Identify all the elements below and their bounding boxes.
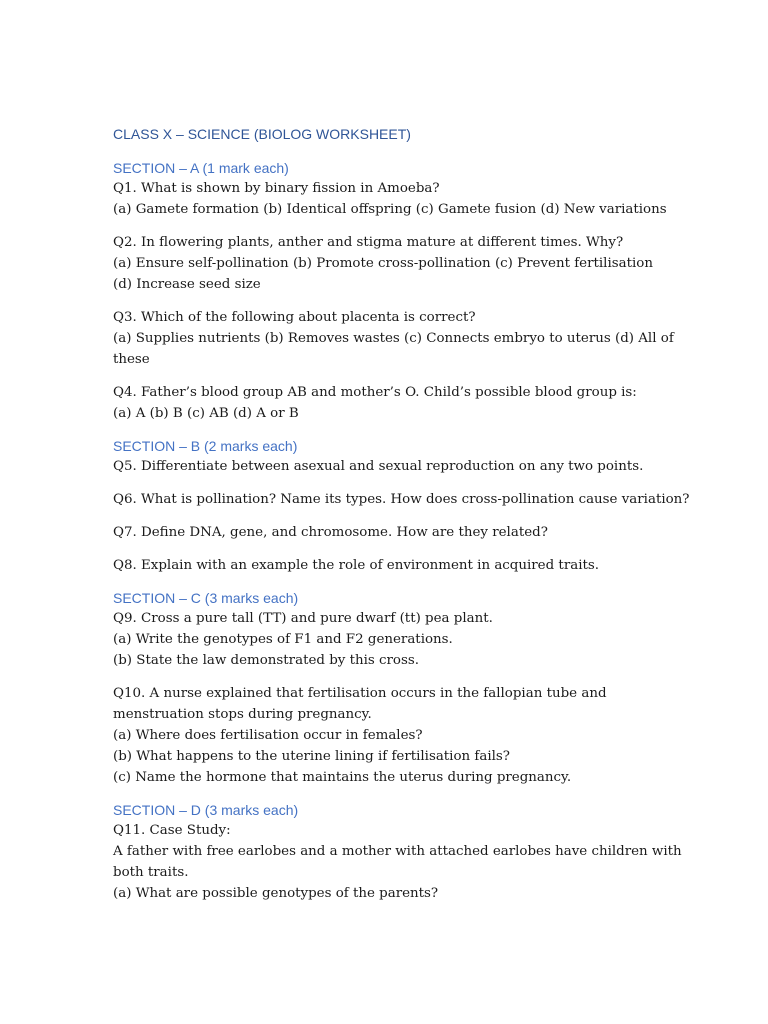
question-line: (a) Supplies nutrients (b) Removes wastes (c) Connects embryo to uterus (d) All of: [113, 331, 674, 346]
question: [113, 456, 673, 477]
sections-container: [113, 158, 690, 904]
question-line: (b) What happens to the uterine lining if fertilisation fails?: [113, 749, 510, 764]
question-line: (c) Name the hormone that maintains the uterus during pregnancy.: [113, 770, 572, 785]
question: [113, 608, 673, 671]
question-line: (a) A (b) B (c) AB (d) A or B: [113, 406, 299, 421]
question: [113, 522, 673, 543]
question: [113, 489, 690, 510]
section-heading: SECTION – D (3 marks each): [113, 802, 299, 818]
question: [113, 178, 673, 220]
section: [113, 158, 673, 424]
question: [113, 820, 682, 904]
question: [113, 555, 673, 576]
question-line: (d) Increase seed size: [113, 277, 261, 292]
question-text: Q11. Case Study:: [113, 823, 231, 838]
question: [113, 382, 673, 424]
question-text: Q6. What is pollination? Name its types. How does cross-pollination cause variation?: [113, 492, 690, 507]
question: [113, 232, 673, 295]
question-text: Q1. What is shown by binary fission in Amoeba?: [113, 181, 440, 196]
question-text: Q3. Which of the following about placenta is correct?: [113, 310, 476, 325]
section-heading: SECTION – C (3 marks each): [113, 590, 299, 606]
question-text: Q9. Cross a pure tall (TT) and pure dwarf (tt) pea plant.: [113, 611, 493, 626]
section-heading: SECTION – A (1 mark each): [113, 160, 289, 176]
question: [113, 683, 673, 788]
question-line: menstruation stops during pregnancy.: [113, 707, 372, 722]
question-line: both traits.: [113, 865, 189, 880]
question-text: Q8. Explain with an example the role of environment in acquired traits.: [113, 558, 599, 573]
question-line: these: [113, 352, 150, 367]
question-line: (a) What are possible genotypes of the parents?: [113, 886, 439, 901]
question-line: (a) Where does fertilisation occur in females?: [113, 728, 423, 743]
worksheet-content: [113, 124, 690, 916]
question-text: Q2. In flowering plants, anther and stigma mature at different times. Why?: [113, 235, 624, 250]
question-text: Q4. Father’s blood group AB and mother’s O. Child’s possible blood group is:: [113, 385, 637, 400]
question-text: Q5. Differentiate between asexual and sexual reproduction on any two points.: [113, 459, 644, 474]
section-heading: SECTION – B (2 marks each): [113, 438, 298, 454]
question-text: Q7. Define DNA, gene, and chromosome. How are they related?: [113, 525, 548, 540]
question-line: (b) State the law demonstrated by this cross.: [113, 653, 419, 668]
question-line: (a) Gamete formation (b) Identical offspring (c) Gamete fusion (d) New variations: [113, 202, 667, 217]
question-line: (a) Write the genotypes of F1 and F2 generations.: [113, 632, 453, 647]
section: [113, 800, 682, 904]
question-text: Q10. A nurse explained that fertilisation occurs in the fallopian tube and: [113, 686, 607, 701]
section: [113, 588, 673, 788]
page-title: CLASS X – SCIENCE (BIOLOG WORKSHEET): [113, 126, 411, 142]
question: [113, 307, 673, 370]
question-line: A father with free earlobes and a mother with attached earlobes have children with: [113, 844, 682, 859]
section: [113, 436, 690, 576]
question-line: (a) Ensure self-pollination (b) Promote cross-pollination (c) Prevent fertilisation: [113, 256, 653, 271]
